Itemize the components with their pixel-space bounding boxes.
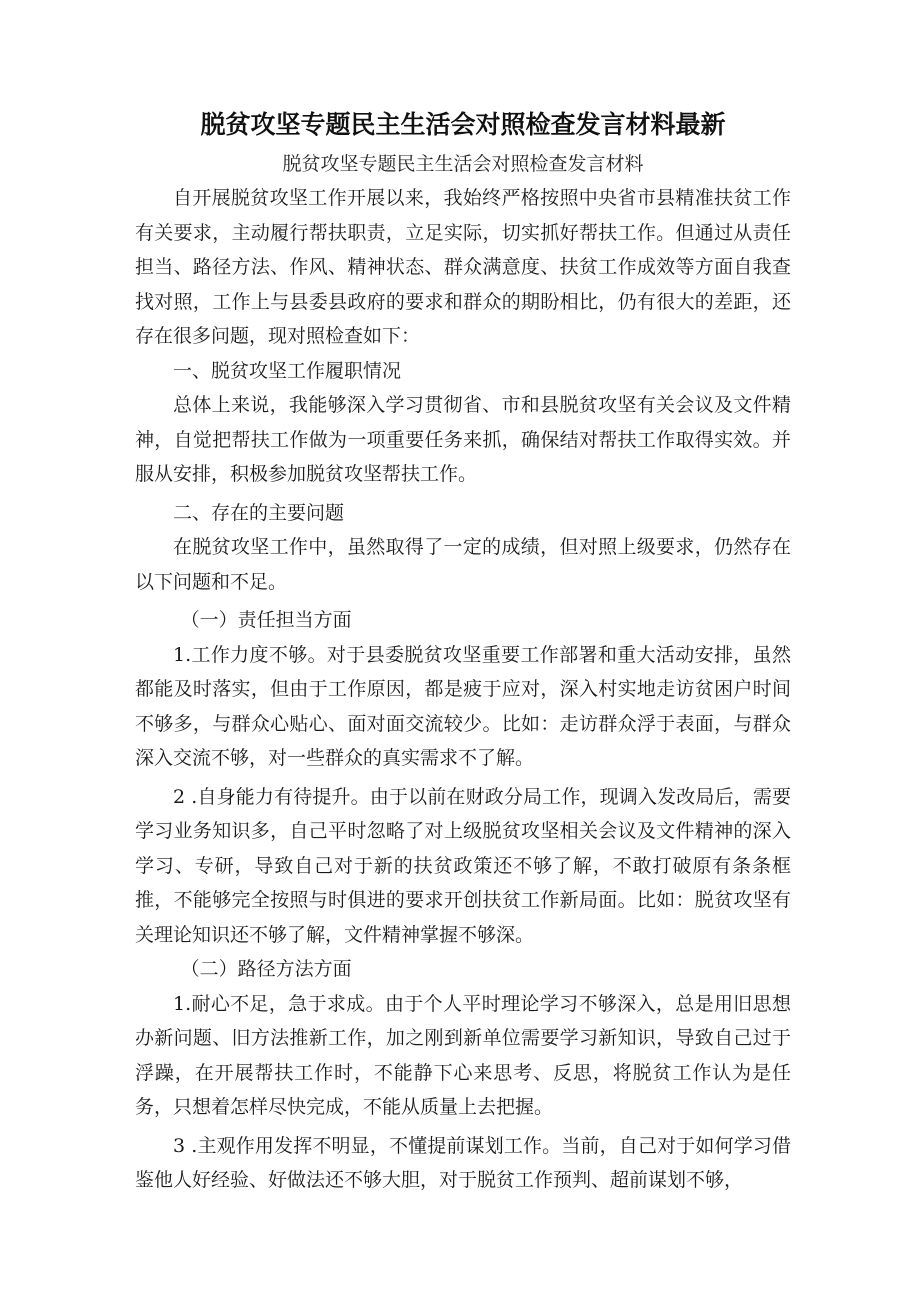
section-2-heading: 二、存在的主要问题: [173, 501, 345, 524]
subsection-1-heading: （一）责任担当方面: [180, 609, 352, 631]
subsection-2-item-3: 3 .主观作用发挥不明显，不懂提前谋划工作。当前，自己对于如何学习借鉴他人好经验、好做法还不够大胆，对于脱贫工作预判、超前谋划不够，: [135, 1134, 791, 1191]
document-subtitle: 脱贫攻坚专题民主生活会对照检查发言材料: [282, 153, 644, 175]
document-page: [135, 103, 791, 1198]
subsection-1-item-1: 1.工作力度不够。对于县委脱贫攻坚重要工作部署和重大活动安排，虽然都能及时落实，但由于工作原因，都是疲于应对，深入村实地走访贫困户时间不够多，与群众心贴心、面对面交流较少。比如：走访群众浮于表面，与群众深入交流不够，对一些群众的真实需求不了解。: [135, 643, 791, 769]
intro-paragraph: 自开展脱贫攻坚工作开展以来，我始终严格按照中央省市县精准扶贫工作有关要求，主动履行帮扶职责，立足实际，切实抓好帮扶工作。但通过从责任担当、路径方法、作风、精神状态、群众满意度、扶贫工作成效等方面自我查找对照，工作上与县委县政府的要求和群众的期盼相比，仍有很大的差距，还存在很多问题，现对照检查如下：: [135, 187, 791, 347]
section-1-body: 总体上来说，我能够深入学习贯彻省、市和县脱贫攻坚有关会议及文件精神，自觉把帮扶工作做为一项重要任务来抓，确保结对帮扶工作取得实效。并服从安排，积极参加脱贫攻坚帮扶工作。: [135, 394, 791, 485]
subsection-2-item-1: 1.耐心不足，急于求成。由于个人平时理论学习不够深入，总是用旧思想办新问题、旧方法推新工作，加之刚到新单位需要学习新知识，导致自己过于浮躁，在开展帮扶工作时，不能静下心来思考、反思，将脱贫工作认为是任务，只想着怎样尽快完成，不能从质量上去把握。: [135, 992, 791, 1118]
section-2-body: 在脱贫攻坚工作中，虽然取得了一定的成绩，但对照上级要求，仍然存在以下问题和不足。: [135, 536, 791, 593]
document-title: 脱贫攻坚专题民主生活会对照检查发言材料最新: [200, 110, 726, 139]
subsection-2-heading: （二）路径方法方面: [180, 958, 352, 980]
section-1-heading: 一、脱贫攻坚工作履职情况: [173, 359, 402, 382]
subsection-1-item-2: 2 .自身能力有待提升。由于以前在财政分局工作，现调入发改局后，需要学习业务知识多，自己平时忽略了对上级脱贫攻坚相关会议及文件精神的深入学习、专研，导致自己对于新的扶贫政策还不够了解，不敢打破原有条条框推，不能够完全按照与时俱进的要求开创扶贫工作新局面。比如：脱贫攻坚有关理论知识还不够了解，文件精神掌握不够深。: [135, 785, 791, 946]
